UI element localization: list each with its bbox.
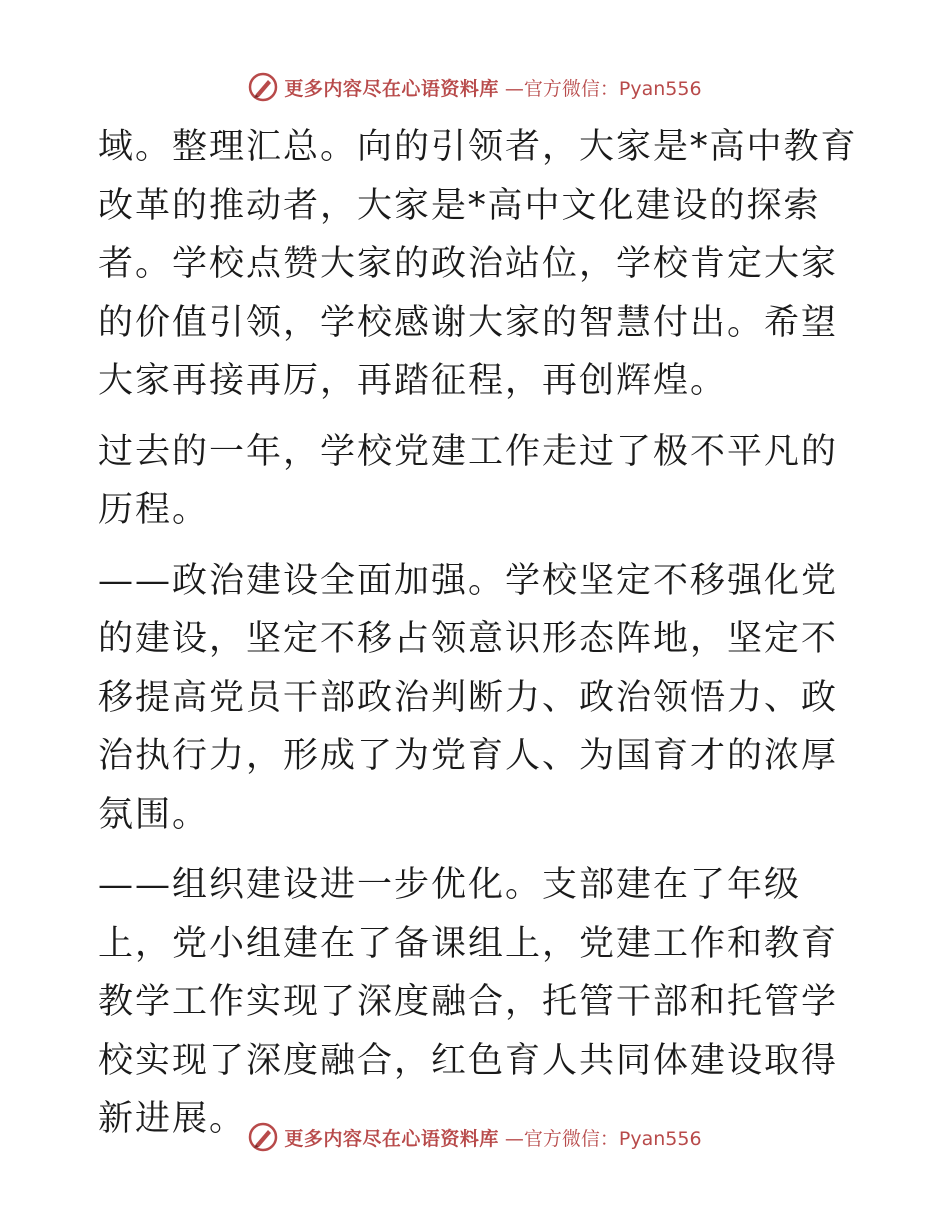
- paragraph-1: 域。整理汇总。向的引领者，大家是*高中教育改革的推动者，大家是*高中文化建设的探索者。学校点赞大家的政治站位，学校肯定大家的价值引领，学校感谢大家的智慧付出。希望大家再接再厉，再踏征程，再创辉煌。: [98, 127, 858, 401]
- watermark-main-text: 更多内容尽在心语资料库: [284, 77, 499, 100]
- watermark-contact-text: —官方微信：Pyan556: [504, 1127, 702, 1150]
- paragraph-4: ——组织建设进一步优化。支部建在了年级上，党小组建在了备课组上，党建工作和教育教学工作实现了深度融合，托管干部和托管学校实现了深度融合，红色育人共同体建设取得新进展。: [98, 865, 839, 1139]
- pen-circle-logo-icon: [248, 1122, 278, 1152]
- document-body: [98, 118, 858, 1161]
- watermark-contact-text: —官方微信：Pyan556: [504, 77, 702, 100]
- footer-watermark: [0, 1122, 950, 1152]
- header-watermark: [0, 72, 950, 102]
- pen-circle-logo-icon: [248, 72, 278, 102]
- watermark-main-text: 更多内容尽在心语资料库: [284, 1127, 499, 1150]
- paragraph-3: ——政治建设全面加强。学校坚定不移强化党的建设，坚定不移占领意识形态阵地，坚定不移提高党员干部政治判断力、政治领悟力、政治执行力，形成了为党育人、为国育才的浓厚氛围。: [98, 560, 839, 835]
- paragraph-2: 过去的一年，学校党建工作走过了极不平凡的历程。: [98, 431, 839, 530]
